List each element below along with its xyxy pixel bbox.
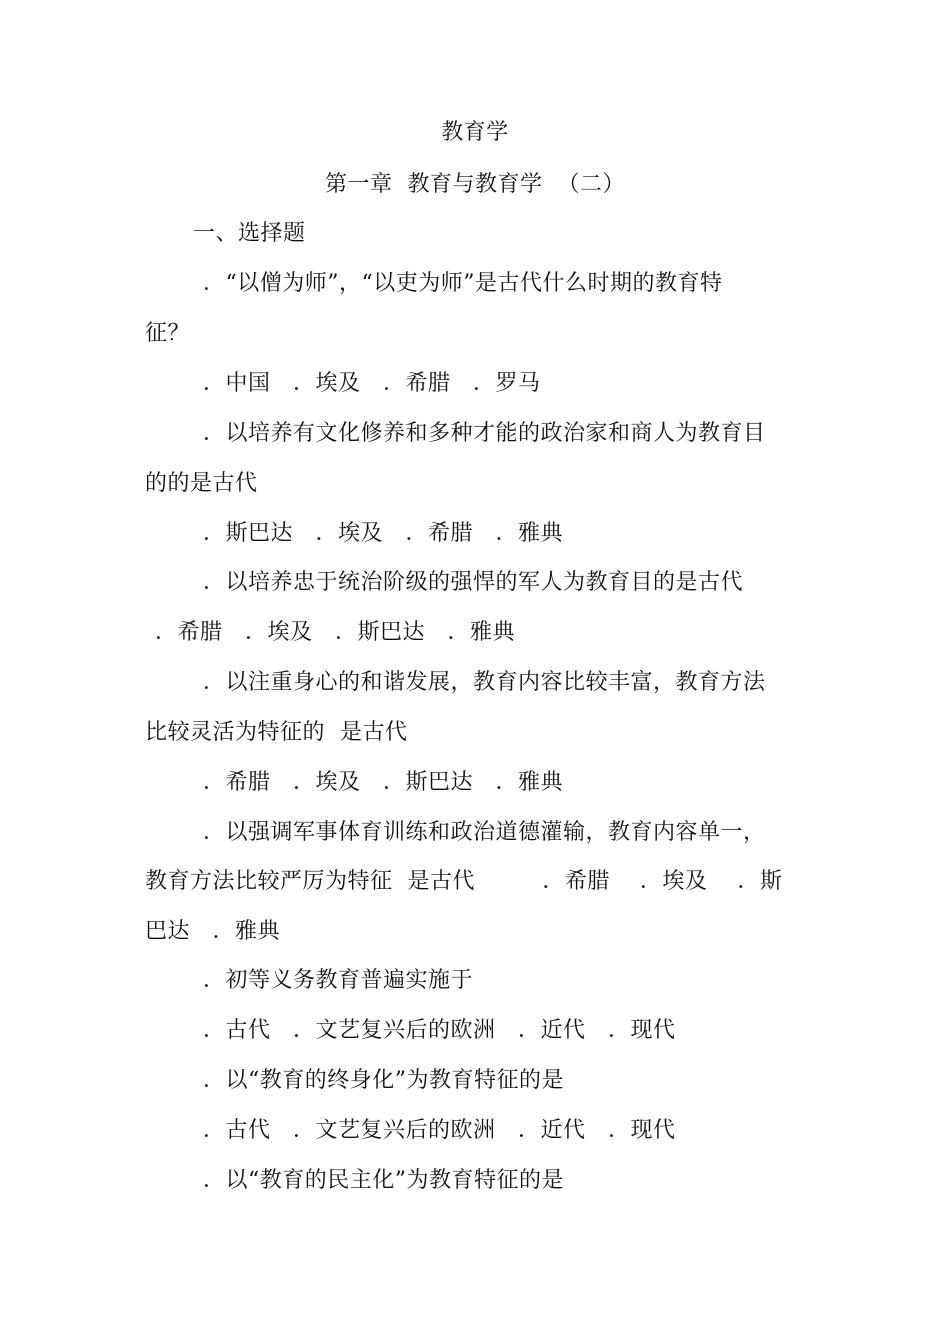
question-line: 的的是古代 [145, 471, 258, 496]
question-line: 比较灵活为特征的 是古代 [145, 720, 408, 745]
options-line: ．希腊 ．埃及 ．斯巴达 ．雅典 [155, 620, 515, 645]
options-line: ．古代 ．文艺复兴后的欧洲 ．近代 ．现代 [203, 1018, 676, 1043]
question-line: ．以“教育的终身化”为教育特征的是 [203, 1068, 564, 1093]
options-line: ．中国 ．埃及 ．希腊 ．罗马 [203, 371, 541, 396]
question-line: ．以“教育的民主化”为教育特征的是 [203, 1168, 564, 1193]
question-line: ．以注重身心的和谐发展，教育内容比较丰富，教育方法 [203, 670, 766, 695]
question-line: ．以培养忠于统治阶级的强悍的军人为教育目的是古代 [203, 570, 744, 595]
question-line: ．以培养有文化修养和多种才能的政治家和商人为教育目 [203, 421, 766, 446]
options-line: 巴达 ．雅典 [145, 919, 280, 944]
question-line: 教育方法比较严厉为特征 是古代 ．希腊 ．埃及 ．斯 [145, 869, 783, 894]
section-heading: 一、选择题 [193, 221, 306, 246]
chapter-heading: 第一章 教育与教育学 （二） [325, 172, 625, 197]
question-line: ．“以僧为师”，“以吏为师”是古代什么时期的教育特 [203, 271, 723, 296]
question-line: ．以强调军事体育训练和政治道德灌输，教育内容单一， [203, 820, 766, 845]
question-line: ．初等义务教育普遍实施于 [203, 968, 474, 993]
question-line: 征？ [145, 321, 191, 346]
options-line: ．斯巴达 ．埃及 ．希腊 ．雅典 [203, 521, 563, 546]
options-line: ．古代 ．文艺复兴后的欧洲 ．近代 ．现代 [203, 1118, 676, 1143]
document-title: 教育学 [441, 120, 509, 145]
options-line: ．希腊 ．埃及 ．斯巴达 ．雅典 [203, 770, 563, 795]
